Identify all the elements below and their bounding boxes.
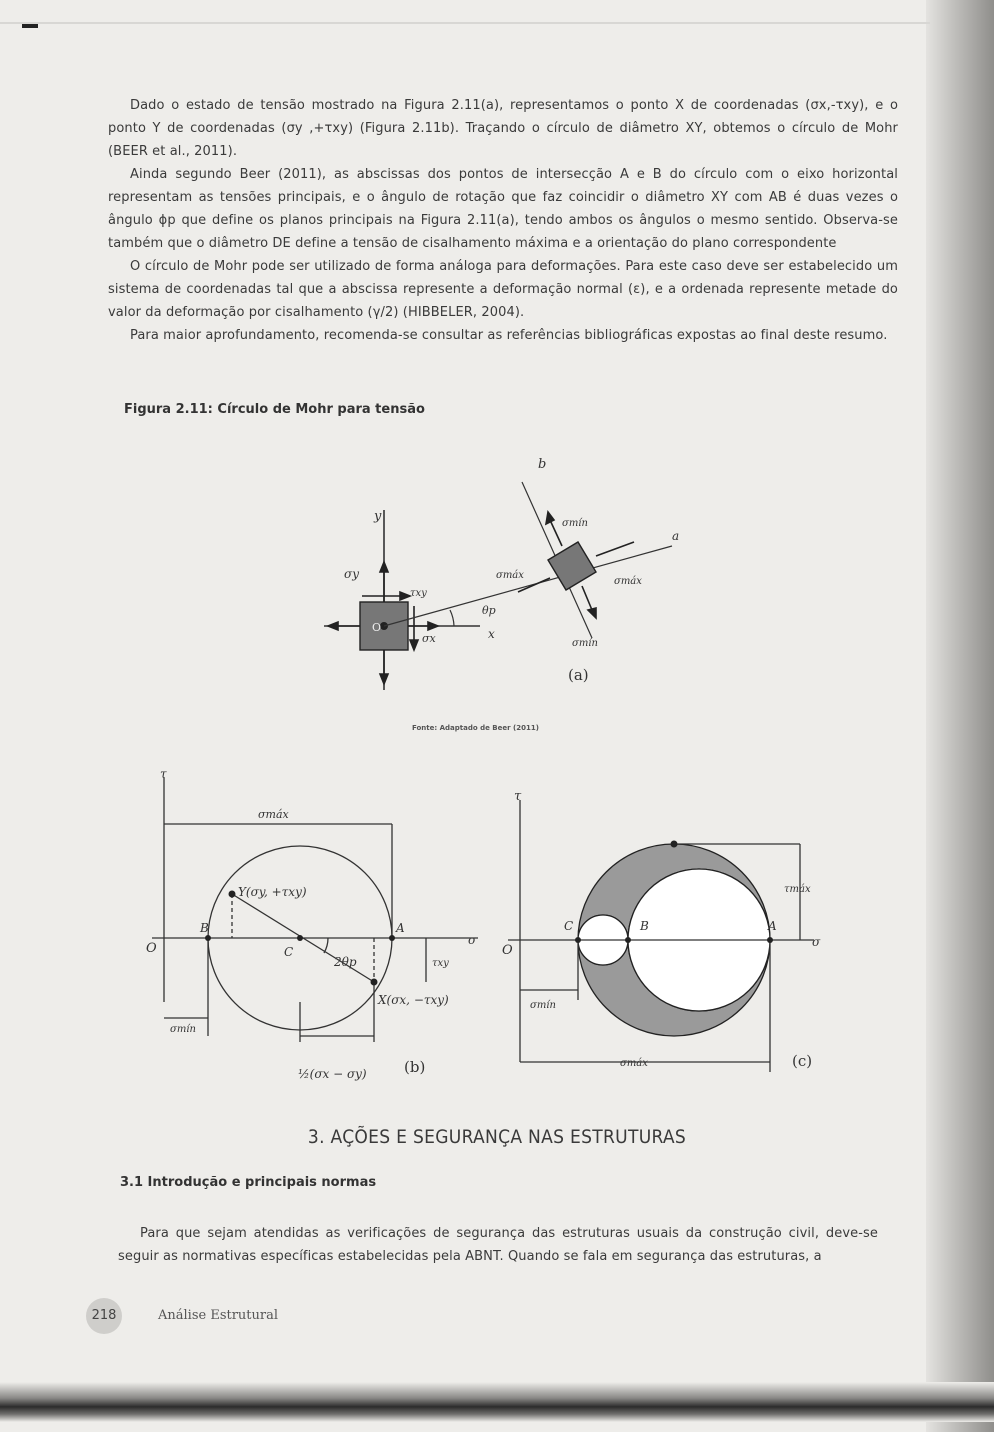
label-sigma-x: σx	[422, 632, 436, 645]
label-two-theta: 2θp	[334, 955, 357, 969]
label-a-axis: a	[672, 529, 680, 543]
paragraph-2: Ainda segundo Beer (2011), as abscissas dos pontos de intersecção A e B do círculo com o eixo horizontal representam as tensões principais, e o ângulo de rotação que faz coincidir o diâmetro XY com AB é duas vezes o ângulo ϕp que define os planos principais na Figura 2.11(a), tendo ambos os ângulos o mesmo sentido. Observa-se também que o diâmetro DE define a tensão de cisalhamento máxima e a orientação do plano correspondente	[108, 167, 898, 251]
label-point-b: B	[200, 921, 209, 935]
figure-title: Figura 2.11: Círculo de Mohr para tensão	[124, 402, 425, 417]
section-text	[118, 1222, 878, 1268]
rotated-element	[548, 542, 596, 590]
label-tau-xy-b: τxy	[432, 958, 449, 969]
figure-panel-c	[498, 780, 832, 1080]
paragraph-1: Dado o estado de tensão mostrado na Figura 2.11(a), representamos o ponto X de coordenadas (σx,-τxy), e o ponto Y de coordenadas (σy ,+τxy) (Figura 2.11b). Traçando o círculo de diâmetro XY, obtemos o círculo de Mohr (BEER et al., 2011).	[108, 98, 898, 159]
label-point-c: C	[284, 945, 294, 959]
label-sigma-max-c: σmáx	[620, 1058, 648, 1069]
panel-c-tag: (c)	[792, 1052, 813, 1070]
label-sigma-min-c: σmín	[530, 1000, 556, 1011]
label-sigma-max-left: σmáx	[496, 570, 524, 581]
label-b-axis: b	[538, 457, 547, 472]
corner-mark	[22, 24, 38, 28]
page-edge-shadow	[926, 0, 994, 1432]
subsection-heading: 3.1 Introdução e principais normas	[120, 1175, 377, 1190]
label-sigma-min-b: σmín	[170, 1024, 196, 1035]
page-number: 218	[86, 1298, 122, 1334]
label-origin: O	[372, 621, 382, 634]
book-title: Análise Estrutural	[158, 1308, 279, 1323]
label-point-a: A	[396, 921, 405, 935]
section-heading: 3. AÇÕES E SEGURANÇA NAS ESTRUTURAS	[307, 1126, 687, 1148]
label-point-a-c: A	[768, 919, 777, 933]
label-point-c-c: C	[564, 919, 574, 933]
label-point-b-c: B	[640, 919, 649, 933]
figure-source: Fonte: Adaptado de Beer (2011)	[412, 724, 539, 732]
label-point-y: Y(σy, +τxy)	[238, 885, 307, 899]
label-tau-c: τ	[514, 789, 522, 804]
label-tau-b: τ	[160, 767, 167, 781]
panel-b-tag: (b)	[404, 1058, 426, 1076]
figure-panel-a	[300, 450, 680, 690]
label-y-axis: y	[374, 509, 382, 524]
label-half-diff: ½(σx − σy)	[298, 1067, 367, 1081]
paragraph-3: O círculo de Mohr pode ser utilizado de forma análoga para deformações. Para este caso deve ser estabelecido um sistema de coordenadas tal que a abscissa represente a deformação normal (ε), e a ordenada represente metade do valor da deformação por cisalhamento (γ/2) (HIBBELER, 2004).	[108, 259, 898, 320]
panel-a-tag: (a)	[568, 666, 589, 684]
label-tau-xy: τxy	[410, 588, 427, 599]
label-sigma-min-top: σmín	[562, 518, 588, 529]
paragraph-4: Para maior aprofundamento, recomenda-se consultar as referências bibliográficas expostas ao final deste resumo.	[130, 328, 888, 343]
label-x-axis: x	[488, 627, 495, 641]
label-sigma-min-bottom: σmín	[572, 638, 598, 649]
label-tau-max-c: τmáx	[784, 884, 811, 895]
label-sigma-y: σy	[344, 567, 359, 581]
figure-panel-b	[138, 766, 490, 1090]
top-rule	[0, 22, 930, 24]
label-point-x: X(σx, −τxy)	[378, 993, 449, 1007]
label-sigma-max-b: σmáx	[258, 808, 289, 821]
label-sigma-b: σ	[468, 933, 477, 947]
label-origin-b: O	[146, 941, 157, 956]
label-origin-c: O	[502, 943, 513, 958]
label-sigma-c: σ	[812, 935, 821, 949]
label-theta-p: θp	[482, 604, 496, 617]
label-sigma-max-right: σmáx	[614, 576, 642, 587]
intro-text	[108, 94, 898, 347]
section-paragraph: Para que sejam atendidas as verificações de segurança das estruturas usuais da construção civil, deve-se seguir as normativas específicas estabelecidas pela ABNT. Quando se fala em segurança das estruturas, a	[118, 1226, 878, 1264]
bottom-edge-bar	[0, 1382, 994, 1422]
